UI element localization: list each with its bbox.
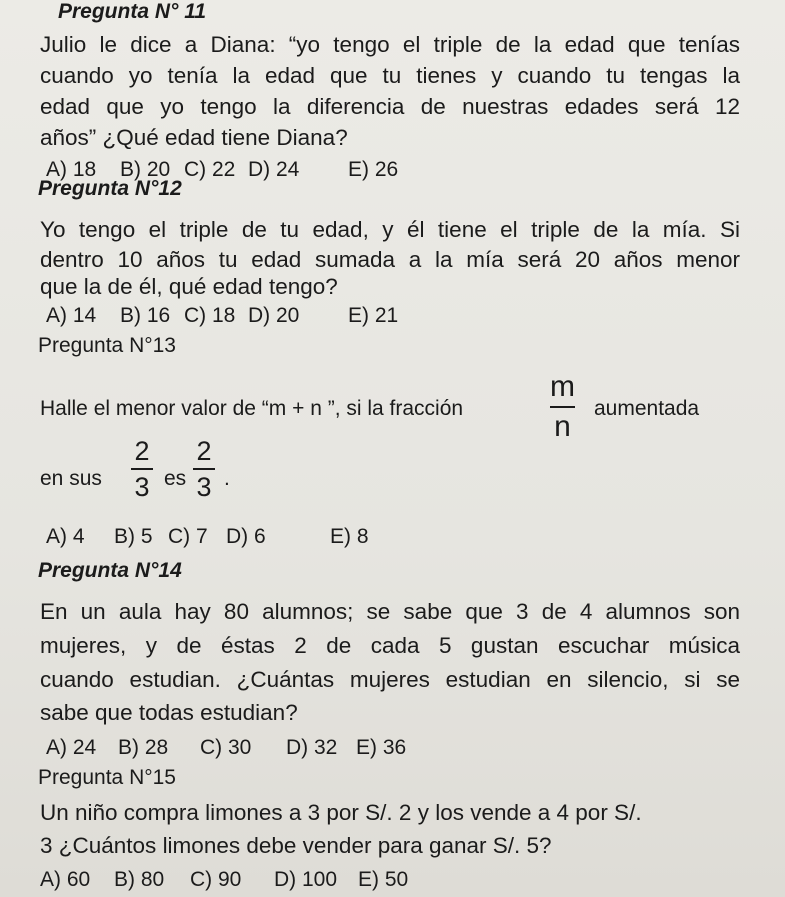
q13-text2-start: en sus	[40, 467, 102, 490]
q13-fraction-first	[131, 436, 153, 502]
q14-line-4: sabe que todas estudian?	[40, 700, 298, 725]
q12-title: Pregunta N°12	[38, 177, 182, 200]
q13-fraction-bar	[550, 406, 575, 408]
q13-fraction-mn	[550, 370, 575, 444]
q15-option-e[interactable]: E) 50	[358, 868, 409, 891]
q12-options	[46, 302, 398, 330]
q11-option-d[interactable]: D) 24	[248, 158, 300, 181]
q13-fraction-second	[193, 436, 215, 502]
q14-option-b[interactable]: B) 28	[118, 736, 169, 759]
q15-option-a[interactable]: A) 60	[40, 868, 91, 891]
q15-options	[40, 866, 408, 894]
q12-option-b[interactable]: B) 16	[120, 304, 171, 327]
q11-option-c[interactable]: C) 22	[184, 158, 236, 181]
q11-title: Pregunta N° 11	[58, 0, 207, 23]
q15-title: Pregunta N°15	[38, 766, 176, 789]
q13-fraction2-numerator: 2	[134, 436, 150, 466]
q11-option-b[interactable]: B) 20	[120, 158, 171, 181]
q13-option-d[interactable]: D) 6	[226, 525, 266, 548]
q14-title: Pregunta N°14	[38, 559, 182, 582]
q14-options	[46, 734, 406, 762]
q12-option-e[interactable]: E) 21	[348, 304, 399, 327]
q11-option-e[interactable]: E) 26	[348, 158, 399, 181]
q13-fraction2-denominator: 3	[134, 472, 150, 502]
q14-line-2: mujeres, y de éstas 2 de cada 5 gustan escuchar música	[40, 633, 740, 658]
q13-fraction3-bar	[193, 468, 215, 470]
q13-option-b[interactable]: B) 5	[114, 525, 153, 548]
q15-line-2: 3 ¿Cuántos limones debe vender para ganar S/. 5?	[40, 833, 552, 858]
q13-text2-end: .	[224, 467, 230, 490]
q13-text-start: Halle el menor valor de “m + n ”, si la fracción	[40, 397, 464, 420]
q11-line-2: cuando yo tenía la edad que tu tienes y cuando tu tengas la	[40, 63, 740, 88]
q13-fraction2-bar	[131, 468, 153, 470]
q14-option-e[interactable]: E) 36	[356, 736, 407, 759]
q12-line-1: Yo tengo el triple de tu edad, y él tiene el triple de la mía. Si	[40, 217, 740, 242]
q13-option-a[interactable]: A) 4	[46, 525, 85, 548]
q13-title: Pregunta N°13	[38, 334, 176, 357]
q13-option-c[interactable]: C) 7	[168, 525, 208, 548]
q13-fraction-numerator: m	[550, 370, 575, 403]
q11-line-3: edad que yo tengo la diferencia de nuestras edades será 12	[40, 94, 740, 119]
q14-line-3: cuando estudian. ¿Cuántas mujeres estudian en silencio, si se	[40, 667, 740, 692]
q14-line-1: En un aula hay 80 alumnos; se sabe que 3 de 4 alumnos son	[40, 599, 740, 624]
q14-option-a[interactable]: A) 24	[46, 736, 97, 759]
q14-option-d[interactable]: D) 32	[286, 736, 338, 759]
q13-fraction3-numerator: 2	[196, 436, 212, 466]
q15-option-b[interactable]: B) 80	[114, 868, 165, 891]
q13-options	[46, 523, 369, 551]
q12-option-c[interactable]: C) 18	[184, 304, 236, 327]
q15-option-d[interactable]: D) 100	[274, 868, 338, 891]
q11-line-4: años” ¿Qué edad tiene Diana?	[40, 125, 348, 150]
q12-line-2: dentro 10 años tu edad sumada a la mía será 20 años menor	[40, 247, 740, 272]
q13-fraction3-denominator: 3	[196, 472, 212, 502]
q13-text2-mid: es	[164, 467, 187, 490]
q15-line-1: Un niño compra limones a 3 por S/. 2 y los vende a 4 por S/.	[40, 800, 642, 825]
q13-option-e[interactable]: E) 8	[330, 525, 369, 548]
q15-option-c[interactable]: C) 90	[190, 868, 242, 891]
q13-text-end: aumentada	[594, 397, 700, 420]
q12-option-d[interactable]: D) 20	[248, 304, 300, 327]
q13-fraction-denominator: n	[554, 410, 571, 443]
q12-line-3: que la de él, qué edad tengo?	[40, 274, 338, 299]
q11-option-a[interactable]: A) 18	[46, 158, 97, 181]
q11-line-1: Julio le dice a Diana: “yo tengo el triple de la edad que tenías	[40, 32, 740, 57]
q12-option-a[interactable]: A) 14	[46, 304, 97, 327]
q14-option-c[interactable]: C) 30	[200, 736, 252, 759]
